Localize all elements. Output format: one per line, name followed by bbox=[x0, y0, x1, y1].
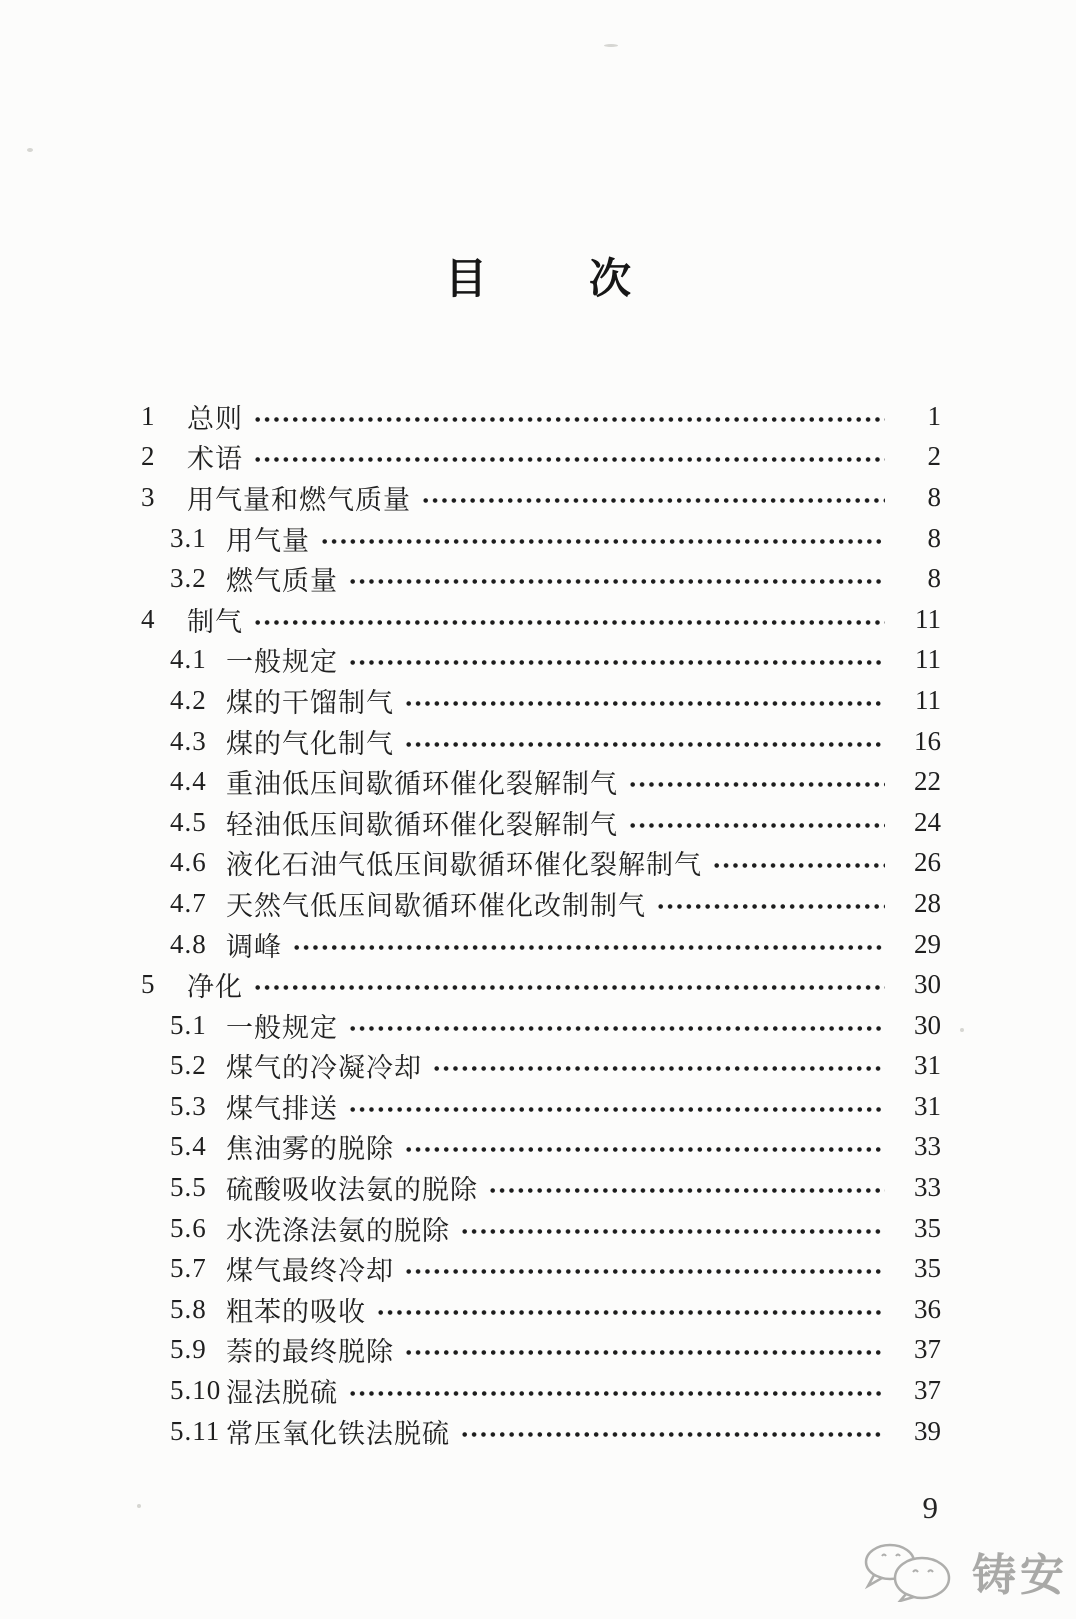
entry-number: 3.1 bbox=[170, 522, 207, 553]
dot-leader bbox=[404, 741, 885, 748]
entry-page-number: 8 bbox=[927, 522, 941, 553]
entry-page-number: 36 bbox=[914, 1293, 941, 1324]
entry-title: 轻油低压间歇循环催化裂解制气 bbox=[226, 809, 618, 840]
dot-leader bbox=[404, 1146, 885, 1153]
scan-artifact bbox=[604, 44, 618, 47]
entry-number: 3.2 bbox=[170, 563, 207, 594]
entry-number: 2 bbox=[141, 441, 156, 472]
dot-leader bbox=[628, 822, 885, 829]
entry-number: 4.4 bbox=[170, 766, 207, 797]
toc-entry bbox=[141, 640, 941, 681]
dot-leader bbox=[488, 1187, 885, 1194]
dot-leader bbox=[656, 903, 885, 910]
toc-entry bbox=[141, 721, 941, 762]
entry-page-number: 30 bbox=[914, 1009, 941, 1040]
entry-page-number: 30 bbox=[914, 969, 941, 1000]
dot-leader bbox=[348, 1025, 885, 1032]
dot-leader bbox=[460, 1228, 885, 1235]
toc-entry bbox=[141, 1167, 941, 1208]
scan-artifact bbox=[137, 1504, 141, 1508]
entry-title: 煤气排送 bbox=[226, 1093, 338, 1124]
toc-entry bbox=[141, 1289, 941, 1330]
dot-leader bbox=[712, 862, 885, 869]
entry-title: 用气量和燃气质量 bbox=[187, 484, 411, 515]
entry-number: 5.3 bbox=[170, 1090, 207, 1121]
entry-number: 5.8 bbox=[170, 1293, 207, 1324]
toc-entry bbox=[141, 518, 941, 559]
entry-number: 4.7 bbox=[170, 887, 207, 918]
entry-title: 煤的气化制气 bbox=[226, 728, 394, 759]
dot-leader bbox=[404, 700, 885, 707]
toc-entry bbox=[141, 396, 941, 437]
dot-leader bbox=[432, 1065, 885, 1072]
entry-title: 煤气最终冷却 bbox=[226, 1256, 394, 1287]
entry-title: 煤的干馏制气 bbox=[226, 687, 394, 718]
toc-entry bbox=[141, 883, 941, 924]
entry-page-number: 37 bbox=[914, 1375, 941, 1406]
toc-entry bbox=[141, 843, 941, 884]
entry-number: 5.11 bbox=[170, 1415, 221, 1446]
page-title bbox=[0, 246, 1076, 306]
dot-leader bbox=[292, 944, 885, 951]
entry-title: 萘的最终脱除 bbox=[226, 1337, 394, 1368]
entry-title: 重油低压间歇循环催化裂解制气 bbox=[226, 769, 618, 800]
toc-entry bbox=[141, 1330, 941, 1371]
entry-page-number: 8 bbox=[927, 563, 941, 594]
toc-entry bbox=[141, 1127, 941, 1168]
dot-leader bbox=[253, 984, 885, 991]
dot-leader bbox=[404, 1349, 885, 1356]
entry-number: 5.7 bbox=[170, 1253, 207, 1284]
title-char: 目 bbox=[444, 257, 487, 303]
entry-title: 常压氧化铁法脱硫 bbox=[226, 1418, 450, 1449]
toc-list bbox=[141, 396, 941, 1451]
toc-entry bbox=[141, 1411, 941, 1452]
entry-page-number: 24 bbox=[914, 806, 941, 837]
scan-artifact bbox=[27, 148, 33, 152]
entry-title: 用气量 bbox=[226, 525, 310, 556]
entry-page-number: 35 bbox=[914, 1253, 941, 1284]
dot-leader bbox=[253, 619, 885, 626]
entry-number: 5.5 bbox=[170, 1172, 207, 1203]
entry-number: 5.9 bbox=[170, 1334, 207, 1365]
wechat-bubbles-icon bbox=[860, 1540, 964, 1602]
toc-entry bbox=[141, 1005, 941, 1046]
entry-number: 5.4 bbox=[170, 1131, 207, 1162]
dot-leader bbox=[348, 1390, 885, 1397]
toc-entry bbox=[141, 802, 941, 843]
entry-number: 3 bbox=[141, 481, 156, 512]
entry-title: 制气 bbox=[187, 606, 243, 637]
entry-number: 4.6 bbox=[170, 847, 207, 878]
entry-page-number: 29 bbox=[914, 928, 941, 959]
entry-title: 液化石油气低压间歇循环催化裂解制气 bbox=[226, 850, 702, 881]
entry-number: 5.6 bbox=[170, 1212, 207, 1243]
entry-page-number: 31 bbox=[914, 1090, 941, 1121]
entry-page-number: 39 bbox=[914, 1415, 941, 1446]
dot-leader bbox=[348, 578, 885, 585]
entry-page-number: 11 bbox=[915, 603, 941, 634]
dot-leader bbox=[376, 1309, 885, 1316]
entry-title: 天然气低压间歇循环催化改制制气 bbox=[226, 890, 646, 921]
entry-number: 5 bbox=[141, 969, 156, 1000]
dot-leader bbox=[253, 416, 885, 423]
entry-title: 一般规定 bbox=[226, 647, 338, 678]
entry-title: 焦油雾的脱除 bbox=[226, 1134, 394, 1165]
entry-title: 燃气质量 bbox=[226, 566, 338, 597]
entry-number: 4.2 bbox=[170, 684, 207, 715]
dot-leader bbox=[348, 659, 885, 666]
entry-page-number: 2 bbox=[927, 441, 941, 472]
entry-page-number: 8 bbox=[927, 481, 941, 512]
toc-entry bbox=[141, 1248, 941, 1289]
toc-entry bbox=[141, 1208, 941, 1249]
entry-title: 调峰 bbox=[226, 931, 282, 962]
toc-entry bbox=[141, 761, 941, 802]
dot-leader bbox=[253, 456, 885, 463]
toc-entry bbox=[141, 1046, 941, 1087]
entry-page-number: 31 bbox=[914, 1050, 941, 1081]
entry-page-number: 1 bbox=[927, 400, 941, 431]
toc-entry bbox=[141, 437, 941, 478]
entry-page-number: 28 bbox=[914, 887, 941, 918]
watermark bbox=[860, 1539, 1068, 1603]
title-char: 次 bbox=[589, 257, 632, 303]
entry-number: 5.1 bbox=[170, 1009, 207, 1040]
toc-entry bbox=[141, 477, 941, 518]
dot-leader bbox=[348, 1106, 885, 1113]
toc-entry bbox=[141, 1086, 941, 1127]
entry-title: 煤气的冷凝冷却 bbox=[226, 1053, 422, 1084]
dot-leader bbox=[404, 1268, 885, 1275]
entry-title: 水洗涤法氨的脱除 bbox=[226, 1215, 450, 1246]
watermark-text: 铸安 bbox=[972, 1551, 1068, 1600]
entry-number: 4.5 bbox=[170, 806, 207, 837]
entry-page-number: 16 bbox=[914, 725, 941, 756]
toc-entry bbox=[141, 964, 941, 1005]
entry-title: 一般规定 bbox=[226, 1012, 338, 1043]
toc-entry bbox=[141, 558, 941, 599]
entry-number: 4.1 bbox=[170, 644, 207, 675]
entry-page-number: 11 bbox=[915, 644, 941, 675]
dot-leader bbox=[421, 497, 885, 504]
entry-number: 4.8 bbox=[170, 928, 207, 959]
entry-title: 总则 bbox=[187, 403, 243, 434]
entry-number: 5.10 bbox=[170, 1375, 222, 1406]
entry-number: 1 bbox=[141, 400, 156, 431]
entry-title: 术语 bbox=[187, 444, 243, 475]
toc-entry bbox=[141, 1370, 941, 1411]
dot-leader bbox=[460, 1431, 885, 1438]
entry-number: 4 bbox=[141, 603, 156, 634]
entry-page-number: 33 bbox=[914, 1172, 941, 1203]
scan-artifact bbox=[960, 1028, 964, 1032]
entry-number: 4.3 bbox=[170, 725, 207, 756]
page-number: 9 bbox=[922, 1490, 938, 1525]
entry-title: 净化 bbox=[187, 972, 243, 1003]
entry-number: 5.2 bbox=[170, 1050, 207, 1081]
entry-page-number: 33 bbox=[914, 1131, 941, 1162]
entry-page-number: 35 bbox=[914, 1212, 941, 1243]
dot-leader bbox=[320, 538, 885, 545]
entry-page-number: 26 bbox=[914, 847, 941, 878]
entry-title: 湿法脱硫 bbox=[226, 1378, 338, 1409]
entry-page-number: 11 bbox=[915, 684, 941, 715]
toc-entry bbox=[141, 680, 941, 721]
entry-page-number: 22 bbox=[914, 766, 941, 797]
entry-title: 粗苯的吸收 bbox=[226, 1296, 366, 1327]
entry-title: 硫酸吸收法氨的脱除 bbox=[226, 1175, 478, 1206]
toc-entry bbox=[141, 924, 941, 965]
entry-page-number: 37 bbox=[914, 1334, 941, 1365]
toc-entry bbox=[141, 599, 941, 640]
dot-leader bbox=[628, 781, 885, 788]
